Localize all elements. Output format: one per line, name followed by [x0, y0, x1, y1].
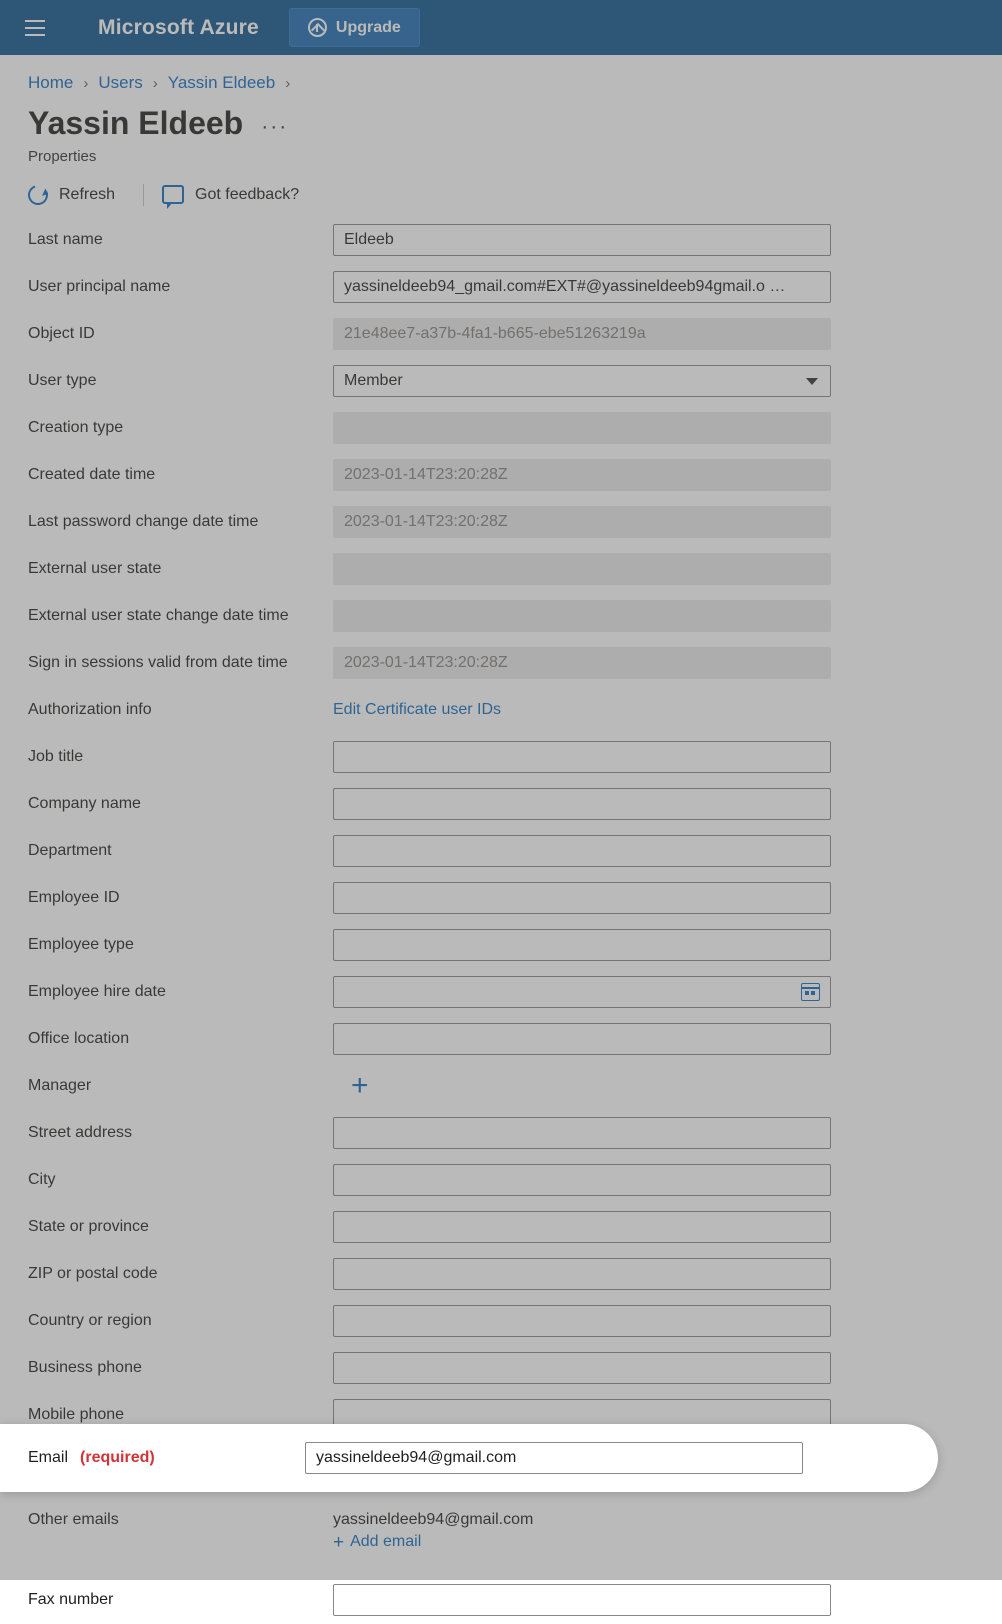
got-feedback-button-label: Got feedback?	[195, 185, 300, 203]
input-external-user-state	[333, 553, 831, 585]
form-row-office-location	[28, 1016, 1002, 1063]
form-row-department	[28, 828, 1002, 875]
breadcrumb-item-user[interactable]: Yassin Eldeeb	[167, 73, 276, 92]
form-row-employee-id	[28, 875, 1002, 922]
email-label-text: Email	[28, 1449, 69, 1466]
select-user-type-value: Member	[344, 372, 403, 390]
input-employee-hire-date[interactable]	[333, 976, 831, 1008]
label-company-name: Company name	[28, 795, 141, 813]
form-row-other-emails	[28, 1507, 1002, 1577]
email-required-badge: (required)	[80, 1449, 155, 1466]
label-creation-type: Creation type	[28, 419, 124, 437]
label-manager: Manager	[28, 1077, 92, 1095]
feedback-icon	[162, 185, 184, 204]
label-user-type: User type	[28, 372, 97, 390]
input-sign-in-sessions-valid-from: 2023-01-14T23:20:28Z	[333, 647, 831, 679]
label-employee-id: Employee ID	[28, 889, 120, 907]
input-object-id: 21e48ee7-a37b-4fa1-b665-ebe51263219a	[333, 318, 831, 350]
top-navigation-bar	[0, 0, 1002, 55]
add-email-button[interactable]	[333, 1533, 533, 1552]
label-object-id: Object ID	[28, 325, 95, 343]
label-email	[0, 1449, 305, 1467]
add-email-label: Add email	[350, 1533, 422, 1551]
form-row-country-or-region	[28, 1298, 1002, 1345]
form-row-employee-hire-date	[28, 969, 1002, 1016]
form-row-creation-type	[28, 405, 1002, 452]
calendar-icon[interactable]	[801, 983, 820, 1001]
add-manager-button[interactable]: +	[351, 1069, 369, 1103]
upgrade-arrow-icon	[308, 18, 327, 37]
label-state-or-province: State or province	[28, 1218, 149, 1236]
form-row-last-name	[28, 217, 1002, 264]
breadcrumb-separator-icon: ›	[83, 74, 89, 92]
refresh-icon	[25, 182, 52, 209]
brand-title: Microsoft Azure	[98, 15, 259, 39]
form-row-city	[28, 1157, 1002, 1204]
form-row-external-user-state	[28, 546, 1002, 593]
form-row-fax-number	[28, 1577, 1002, 1624]
form-row-user-principal-name	[28, 264, 1002, 311]
label-city: City	[28, 1171, 56, 1189]
label-zip-or-postal-code: ZIP or postal code	[28, 1265, 158, 1283]
form-row-business-phone	[28, 1345, 1002, 1392]
form-row-job-title	[28, 734, 1002, 781]
more-options-button[interactable]: ···	[261, 115, 289, 139]
label-country-or-region: Country or region	[28, 1312, 152, 1330]
input-city[interactable]	[333, 1164, 831, 1196]
label-fax-number: Fax number	[28, 1591, 114, 1609]
input-last-password-change: 2023-01-14T23:20:28Z	[333, 506, 831, 538]
input-job-title[interactable]	[333, 741, 831, 773]
input-company-name[interactable]	[333, 788, 831, 820]
refresh-button-label: Refresh	[59, 185, 116, 203]
input-state-or-province[interactable]	[333, 1211, 831, 1243]
chevron-down-icon	[806, 378, 818, 385]
label-employee-type: Employee type	[28, 936, 134, 954]
properties-form	[0, 217, 1002, 1624]
got-feedback-button[interactable]	[162, 181, 309, 208]
page-title: Yassin Eldeeb	[28, 105, 244, 141]
breadcrumb	[0, 55, 1002, 93]
form-row-state-or-province	[28, 1204, 1002, 1251]
label-department: Department	[28, 842, 112, 860]
form-row-created-date-time	[28, 452, 1002, 499]
label-job-title: Job title	[28, 748, 84, 766]
input-user-principal-name[interactable]: yassineldeeb94_gmail.com#EXT#@yassineldeeb94gmail.o …	[333, 271, 831, 303]
command-bar-divider	[143, 184, 144, 206]
input-creation-type	[333, 412, 831, 444]
upgrade-button[interactable]	[289, 8, 420, 47]
highlighted-email-row	[0, 1424, 938, 1492]
breadcrumb-item-home[interactable]: Home	[28, 73, 74, 92]
breadcrumb-separator-icon: ›	[285, 74, 291, 92]
form-row-external-user-state-change	[28, 593, 1002, 640]
select-user-type[interactable]	[333, 365, 831, 397]
form-row-authorization-info	[28, 687, 1002, 734]
label-last-name: Last name	[28, 231, 103, 249]
label-office-location: Office location	[28, 1030, 130, 1048]
form-row-street-address	[28, 1110, 1002, 1157]
other-emails-value: yassineldeeb94@gmail.com	[333, 1510, 534, 1528]
input-created-date-time: 2023-01-14T23:20:28Z	[333, 459, 831, 491]
label-sign-in-sessions-valid-from: Sign in sessions valid from date time	[28, 654, 288, 672]
input-external-user-state-change	[333, 600, 831, 632]
page-subtitle: Properties	[28, 147, 97, 165]
label-authorization-info: Authorization info	[28, 701, 152, 719]
label-employee-hire-date: Employee hire date	[28, 983, 166, 1001]
input-zip-or-postal-code[interactable]	[333, 1258, 831, 1290]
edit-certificate-user-ids-link[interactable]: Edit Certificate user IDs	[333, 701, 502, 719]
label-business-phone: Business phone	[28, 1359, 142, 1377]
form-row-user-type	[28, 358, 1002, 405]
refresh-button[interactable]	[28, 181, 125, 209]
input-employee-id[interactable]	[333, 882, 831, 914]
input-country-or-region[interactable]	[333, 1305, 831, 1337]
input-office-location[interactable]	[333, 1023, 831, 1055]
label-user-principal-name: User principal name	[28, 278, 171, 296]
input-email[interactable]: yassineldeeb94@gmail.com	[305, 1442, 803, 1474]
input-employee-type[interactable]	[333, 929, 831, 961]
command-bar	[0, 165, 1002, 217]
label-created-date-time: Created date time	[28, 466, 156, 484]
page-header	[0, 93, 1002, 142]
breadcrumb-separator-icon: ›	[152, 74, 158, 92]
input-business-phone[interactable]	[333, 1352, 831, 1384]
form-row-company-name	[28, 781, 1002, 828]
form-row-employee-type	[28, 922, 1002, 969]
input-department[interactable]	[333, 835, 831, 867]
plus-icon: +	[333, 1531, 345, 1553]
input-fax-number[interactable]	[333, 1584, 831, 1616]
form-row-sign-in-sessions-valid-from	[28, 640, 1002, 687]
label-external-user-state: External user state	[28, 560, 162, 578]
form-row-last-password-change	[28, 499, 1002, 546]
form-row-manager	[28, 1063, 1002, 1110]
input-street-address[interactable]	[333, 1117, 831, 1149]
form-row-zip-or-postal-code	[28, 1251, 1002, 1298]
label-external-user-state-change: External user state change date time	[28, 607, 289, 625]
label-street-address: Street address	[28, 1124, 133, 1142]
label-other-emails: Other emails	[28, 1510, 119, 1528]
label-last-password-change: Last password change date time	[28, 513, 259, 531]
hamburger-icon[interactable]	[18, 11, 52, 45]
label-mobile-phone: Mobile phone	[28, 1406, 125, 1424]
upgrade-button-label: Upgrade	[335, 18, 401, 36]
input-last-name[interactable]: Eldeeb	[333, 224, 831, 256]
form-row-object-id	[28, 311, 1002, 358]
breadcrumb-item-users[interactable]: Users	[98, 73, 143, 92]
